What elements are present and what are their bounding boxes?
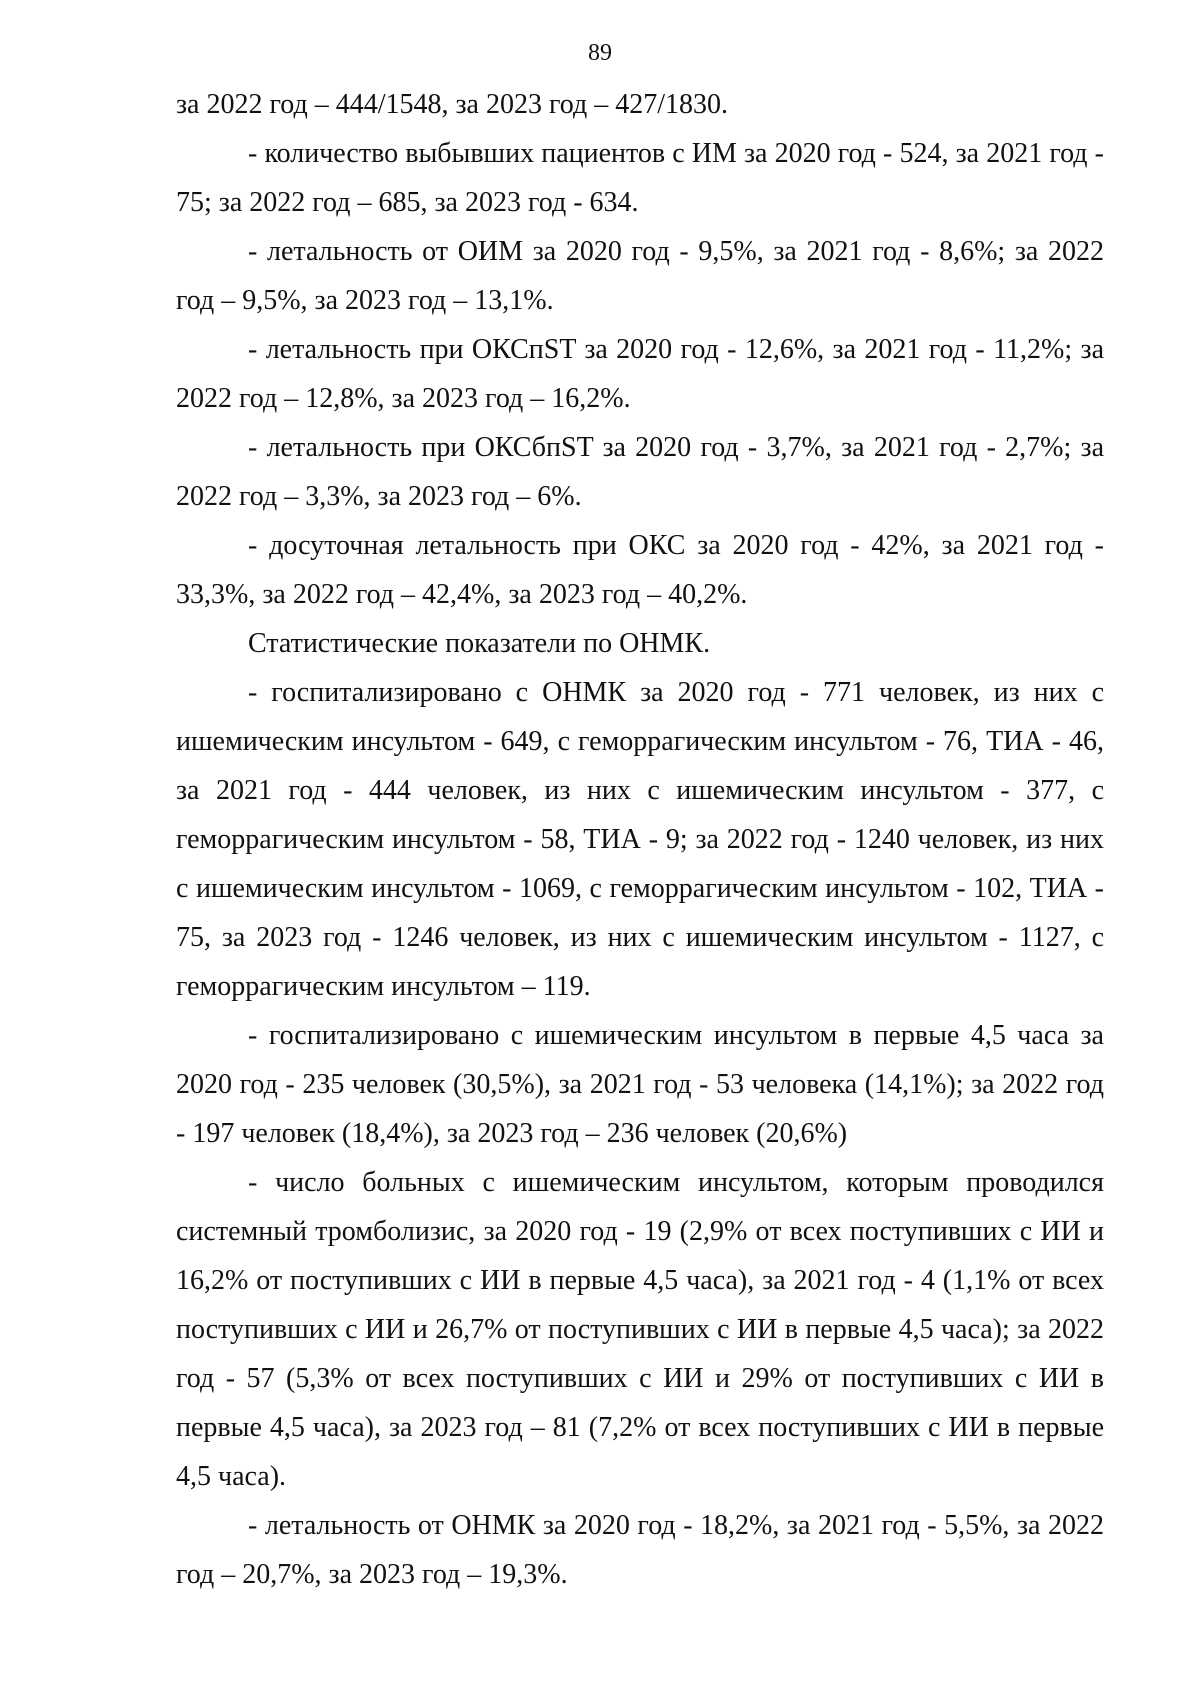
- paragraph-stemi-mortality: - летальность при ОКСпST за 2020 год - 12,6%, за 2021 год - 11,2%; за 2022 год – 12,8%, за 2023 год – 16,2%.: [176, 334, 1104, 414]
- paragraph-ami-mortality: - летальность от ОИМ за 2020 год - 9,5%, за 2021 год - 8,6%; за 2022 год – 9,5%, за 2023 год – 13,1%.: [176, 236, 1104, 316]
- paragraph-stroke-hospitalized: - госпитализировано с ОНМК за 2020 год - 771 человек, из них с ишемическим инсультом - 649, с геморрагическим инсультом - 76, ТИА - 46, за 2021 год - 444 человек, из них с ишемическим инсультом - 377, с геморрагическим инсультом - 58, ТИА - 9; за 2022 год - 1240 человек, из них с ишемическим инсультом - 1069, с геморрагическим инсультом - 102, ТИА - 75, за 2023 год - 1246 человек, из них с ишемическим инсультом - 1127, с геморрагическим инсультом – 119.: [176, 677, 1104, 1002]
- paragraph-discharged-mi-patients: - количество выбывших пациентов с ИМ за 2020 год - 524, за 2021 год - 75; за 2022 год – 685, за 2023 год - 634.: [176, 138, 1104, 218]
- paragraph-ischemic-first-hours: - госпитализировано с ишемическим инсультом в первые 4,5 часа за 2020 год - 235 человек (30,5%), за 2021 год - 53 человека (14,1%); за 2022 год - 197 человек (18,4%), за 2023 год – 236 человек (20,6%): [176, 1020, 1104, 1149]
- paragraph-nstemi-mortality: - летальность при ОКСбпST за 2020 год - 3,7%, за 2021 год - 2,7%; за 2022 год – 3,3%, за 2023 год – 6%.: [176, 432, 1104, 512]
- paragraph-stroke-mortality: - летальность от ОНМК за 2020 год - 18,2%, за 2021 год - 5,5%, за 2022 год – 20,7%, за 2023 год – 19,3%.: [176, 1510, 1104, 1590]
- page-number: 89: [588, 40, 612, 66]
- paragraph-continued: за 2022 год – 444/1548, за 2023 год – 427/1830.: [176, 89, 728, 120]
- paragraph-thrombolysis: - число больных с ишемическим инсультом, которым проводился системный тромболизис, за 2020 год - 19 (2,9% от всех поступивших с ИИ и 16,2% от поступивших с ИИ в первые 4,5 часа), за 2021 год - 4 (1,1% от всех поступивших с ИИ и 26,7% от поступивших с ИИ в первые 4,5 часа); за 2022 год - 57 (5,3% от всех поступивших с ИИ и 29% от поступивших с ИИ в первые 4,5 часа), за 2023 год – 81 (7,2% от всех поступивших с ИИ в первые 4,5 часа).: [176, 1167, 1104, 1492]
- paragraph-acs-daily-mortality: - досуточная летальность при ОКС за 2020 год - 42%, за 2021 год - 33,3%, за 2022 год – 42,4%, за 2023 год – 40,2%.: [176, 530, 1104, 610]
- document-body: [176, 80, 1104, 1599]
- section-heading-stroke-statistics: Статистические показатели по ОНМК.: [248, 628, 711, 659]
